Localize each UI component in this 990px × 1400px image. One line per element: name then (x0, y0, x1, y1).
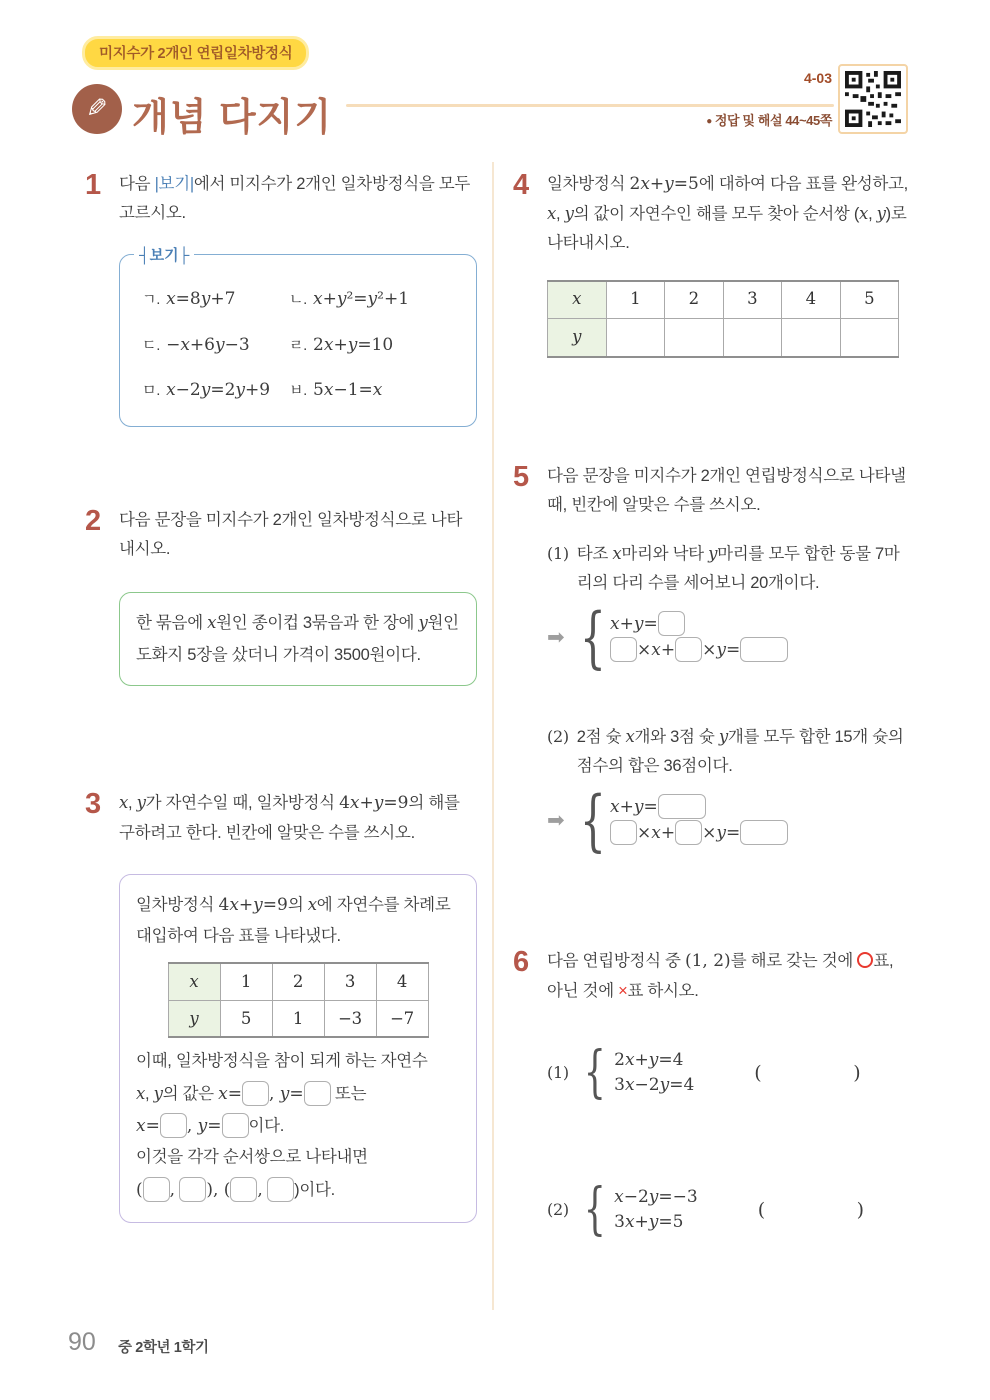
problem-6 (513, 946, 911, 1242)
answer-blank[interactable] (610, 637, 637, 662)
answer-parens[interactable]: ( ) (757, 1198, 864, 1221)
problem-4-table (547, 280, 899, 358)
problem-5-number: 5 (513, 461, 530, 493)
answer-blank[interactable] (179, 1177, 206, 1202)
problem-3-number: 3 (85, 788, 102, 820)
answer-blank[interactable] (267, 1177, 294, 1202)
answer-blank[interactable] (740, 820, 788, 845)
problem-1 (85, 170, 477, 427)
problem-3-fill-line-1: 이때, 일차방정식을 참이 되게 하는 자연수 (136, 1052, 428, 1071)
arrow-icon: ➡ (547, 807, 565, 832)
answer-blank[interactable] (675, 820, 702, 845)
system-equations: ➡ { x+y= ×x+ ×y= (547, 608, 911, 667)
part-text: 타조 x마리와 낙타 y마리를 모두 합한 동물 7마리의 다리 수를 세어보니 20개이다. (576, 543, 900, 592)
bogi-item: ㄹ. 2x+y=10 (288, 334, 394, 355)
problem-6-part-1: (1) { 2x+y=4 3x−2y=4 ( ) (547, 1039, 861, 1105)
answer-blank[interactable] (304, 1081, 331, 1106)
column-divider (492, 162, 494, 1310)
problem-3-box-intro: 일차방정식 4x+y=9의 x에 자연수를 차례로 대입하여 다음 표를 나타냈다. (136, 894, 451, 945)
bogi-item: ㅁ. x−2y=2y+9 (142, 380, 271, 401)
part-text: 2점 슛 x개와 3점 슛 y개를 모두 합한 15개 슛의 점수의 합은 36점이다. (576, 726, 904, 775)
problem-6-part-2: (2) { x−2y=−3 3x+y=5 ( ) (547, 1176, 864, 1242)
table-row: y (548, 319, 899, 357)
answer-reference: ● 정답 및 해설 44~45쪽 (706, 113, 832, 128)
circle-mark-icon (857, 952, 873, 968)
table-blank-cell[interactable] (665, 319, 724, 357)
problem-4 (513, 170, 911, 358)
bogi-box-legend: ┤보기├ (134, 243, 194, 269)
answer-blank[interactable] (160, 1113, 187, 1138)
title-rule (346, 104, 834, 107)
answer-blank[interactable] (740, 637, 788, 662)
problem-5-part-1 (547, 540, 911, 676)
footer-label: 중 2학년 1학기 (118, 1340, 209, 1356)
problem-6-number: 6 (513, 946, 530, 978)
answer-blank[interactable] (658, 611, 685, 636)
bogi-item: ㄱ. x=8y+7 (142, 288, 236, 309)
section-badge: 미지수가 2개인 연립일차방정식 (82, 36, 309, 70)
problem-6-text: 다음 연립방정식 중 (1, 2)를 해로 갖는 것에 표, 아닌 것에 ×표 하시오. (547, 951, 894, 1000)
page-number: 90 (68, 1328, 96, 1356)
answer-blank[interactable] (610, 820, 637, 845)
problem-5-part-2 (547, 723, 911, 859)
answer-blank[interactable] (143, 1177, 170, 1202)
problem-5-text: 다음 문장을 미지수가 2개인 연립방정식으로 나타낼 때, 빈칸에 알맞은 수를 쓰시오. (547, 467, 906, 514)
bogi-item: ㄷ. −x+6y−3 (142, 334, 250, 355)
brace: { (583, 1176, 606, 1242)
page-title: 개념 다지기 (132, 97, 333, 139)
problem-3-text: x, y가 자연수일 때, 일차방정식 4x+y=9의 해를 구하려고 한다. 빈칸에 알맞은 수를 쓰시오. (119, 793, 460, 842)
answer-blank[interactable] (675, 637, 702, 662)
answer-blank[interactable] (242, 1081, 269, 1106)
problem-5 (513, 461, 911, 859)
qr-code (838, 64, 908, 134)
table-blank-cell[interactable] (606, 319, 665, 357)
bullet-icon: ● (706, 116, 712, 127)
lesson-code: 4-03 (803, 70, 832, 86)
brace: { (580, 598, 607, 676)
problem-1-text: 다음 |보기|에서 미지수가 2개인 일차방정식을 모두 고르시오. (119, 175, 471, 222)
problem-2-number: 2 (85, 505, 102, 537)
answer-blank[interactable] (230, 1177, 257, 1202)
bogi-box (119, 246, 477, 427)
table-row: x 1 2 3 4 (168, 963, 428, 1000)
part-label: (1) (547, 543, 569, 563)
table-blank-cell[interactable] (723, 319, 782, 357)
bogi-item: ㅂ. 5x−1=x (288, 380, 383, 401)
table-row: y 5 1 −3 −7 (168, 1000, 428, 1037)
part-label: (2) (547, 726, 569, 746)
problem-3-work-box (119, 874, 477, 1223)
answer-blank[interactable] (222, 1113, 249, 1138)
problem-2-statement-box: 한 묶음에 x원인 종이컵 3묶음과 한 장에 y원인 도화지 5장을 샀더니 가격이 3500원이다. (119, 592, 477, 686)
part-label: (2) (547, 1200, 569, 1220)
table-blank-cell[interactable] (782, 319, 841, 357)
problem-2 (85, 506, 477, 686)
bogi-items (142, 285, 458, 406)
table-row: x 1 2 3 4 5 (548, 281, 899, 319)
brace: { (583, 1039, 606, 1105)
problem-3-fill-line-4: 이것을 각각 순서쌍으로 나타내면 (136, 1148, 368, 1167)
part-label: (1) (547, 1063, 569, 1083)
answer-blank[interactable] (658, 794, 706, 819)
bogi-item: ㄴ. x+y²=y²+1 (288, 288, 410, 309)
table-blank-cell[interactable] (840, 319, 899, 357)
system-equations: ➡ { x+y= ×x+ ×y= (547, 791, 911, 850)
problem-1-number: 1 (85, 169, 102, 201)
pencil-icon: ✎ (72, 84, 122, 134)
problem-4-number: 4 (513, 169, 530, 201)
brace: { (580, 781, 607, 859)
x-mark-icon: × (618, 981, 628, 1000)
qr-code-image (845, 71, 901, 127)
bogi-inline-label: |보기| (154, 175, 194, 193)
problem-4-text: 일차방정식 2x+y=5에 대하여 다음 표를 완성하고, x, y의 값이 자연수인 해를 모두 찾아 순서쌍 (x, y)로 나타내시오. (547, 174, 908, 252)
problem-3-fill-line-2: x, y의 값은 x= , y= 또는 (136, 1078, 460, 1110)
problem-3-fill-line-5: ( , ), ( , )이다. (136, 1174, 460, 1206)
problem-3-fill-line-3: x= , y= 이다. (136, 1110, 460, 1142)
problem-3-table (168, 962, 429, 1038)
answer-parens[interactable]: ( ) (754, 1061, 861, 1084)
arrow-icon: ➡ (547, 624, 565, 649)
problem-3 (85, 789, 477, 1223)
problem-2-text: 다음 문장을 미지수가 2개인 일차방정식으로 나타내시오. (119, 511, 463, 558)
